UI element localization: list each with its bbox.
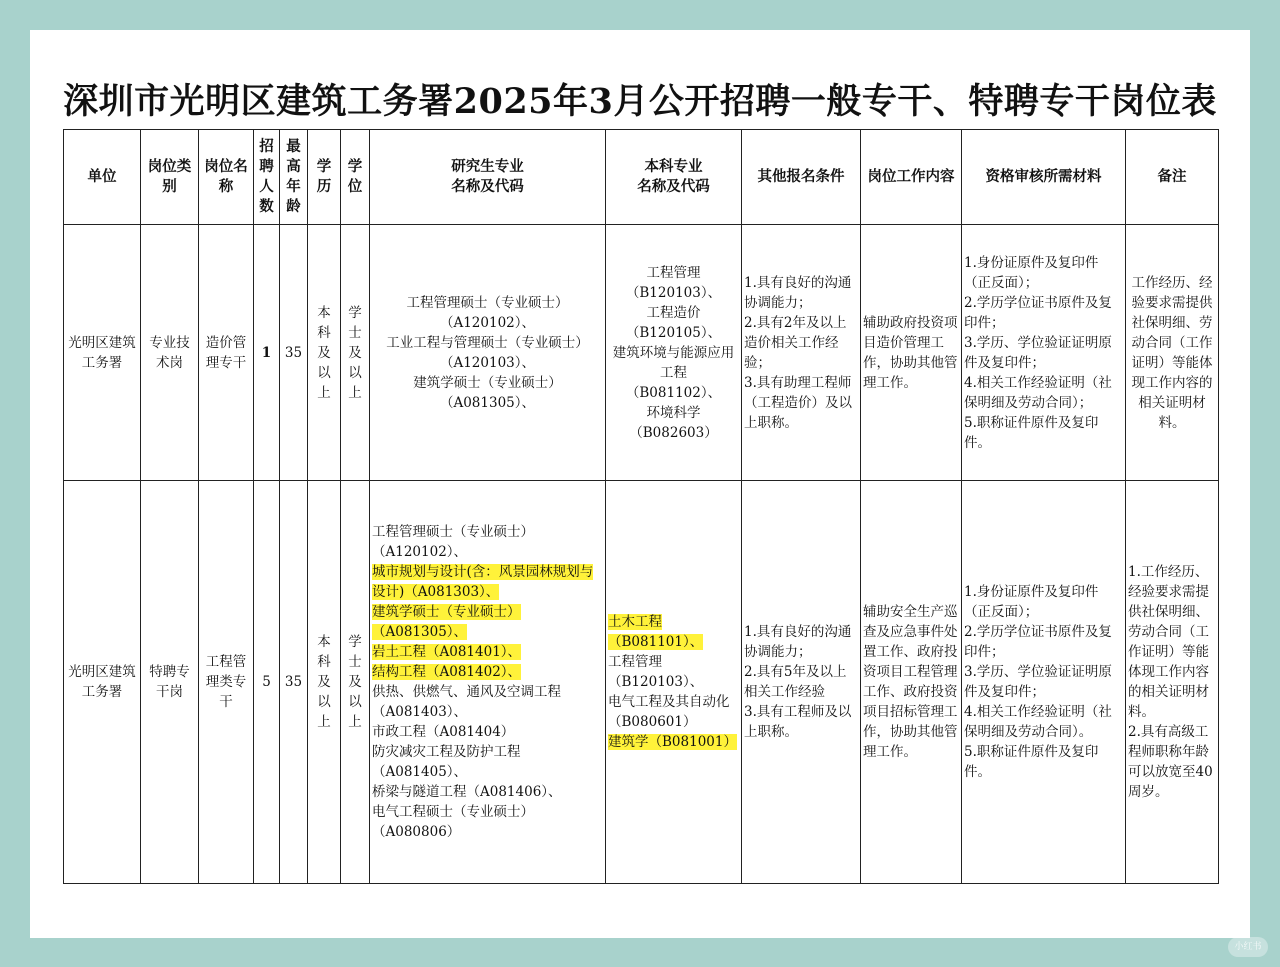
- header-count-text: 招聘人数: [259, 138, 274, 215]
- cell-degree: [341, 481, 370, 884]
- cell-materials: 1.身份证原件及复印件（正反面）； 2.学历学位证书原件及复印件； 3.学历、学位验证证明原件及复印件； 4.相关工作经验证明（社保明细及劳动合同）。 5.职称证件原件及复印件。: [962, 481, 1126, 884]
- cell-count: 5: [254, 481, 280, 884]
- cell-duty: 辅助政府投资项目造价管理工作，协助其他管理工作。: [861, 225, 962, 481]
- header-degree: [341, 130, 370, 225]
- ug-major-line: 电气工程及其自动化（B080601）: [608, 694, 730, 730]
- grad-major-line: 电气工程硕士（专业硕士）: [372, 804, 534, 820]
- cell-position: 造价管理专干: [199, 225, 254, 481]
- grad-major-line: 桥梁与隧道工程（A081406）、: [372, 784, 562, 800]
- grad-major-line: 市政工程（A081404）: [372, 724, 515, 740]
- ug-major-line-highlighted: 土木工程: [608, 614, 662, 630]
- cell-category: 特聘专干岗: [141, 481, 199, 884]
- header-age-text: 最高年龄: [286, 138, 301, 215]
- grad-major-line: 工程管理硕士（专业硕士）: [372, 524, 534, 540]
- header-materials: 资格审核所需材料: [962, 130, 1126, 225]
- grad-major-line-highlighted: 结构工程（A081402）、: [372, 664, 522, 680]
- ug-major-line-highlighted: （B081101）、: [608, 634, 704, 650]
- header-category: 岗位类别: [141, 130, 199, 225]
- grad-major-line-highlighted: 岩土工程（A081401）、: [372, 644, 522, 660]
- table-row: [64, 481, 1219, 884]
- header-grad-major: 研究生专业 名称及代码: [370, 130, 606, 225]
- grad-major-line-highlighted: （A081305）、: [372, 624, 468, 640]
- header-other: 其他报名条件: [742, 130, 861, 225]
- cell-duty: 辅助安全生产巡查及应急事件处置工作、政府投资项目工程管理工作、政府投资项目招标管理工作，协助其他管理工作。: [861, 481, 962, 884]
- cell-remark: 1.工作经历、经验要求需提供社保明细、劳动合同（工作证明）等能体现工作内容的相关证明材料。 2.具有高级工程师职称年龄可以放宽至40周岁。: [1126, 481, 1219, 884]
- grad-major-line: 防灾减灾工程及防护工程: [372, 744, 521, 760]
- table-row: [64, 225, 1219, 481]
- grad-major-line: （A080806）: [372, 824, 461, 840]
- cell-ug-major: 工程管理 （B120103）、 工程造价 （B120105）、 建筑环境与能源应用工程 （B081102）、 环境科学 （B082603）: [606, 225, 742, 481]
- header-count: [254, 130, 280, 225]
- header-education: [308, 130, 341, 225]
- cell-position: 工程管理类专干: [199, 481, 254, 884]
- header-age: [280, 130, 308, 225]
- cell-materials: 1.身份证原件及复印件（正反面）； 2.学历学位证书原件及复印件； 3.学历、学位验证证明原件及复印件； 4.相关工作经验证明（社保明细及劳动合同）； 5.职称证件原件及复印件。: [962, 225, 1126, 481]
- header-ug-major: 本科专业 名称及代码: [606, 130, 742, 225]
- cell-count: 1: [254, 225, 280, 481]
- grad-major-line: （A081405）、: [372, 764, 468, 780]
- ug-major-line-highlighted: 建筑学（B081001）: [608, 734, 737, 750]
- cell-category: 专业技术岗: [141, 225, 199, 481]
- header-unit: 单位: [64, 130, 141, 225]
- cell-age: 35: [280, 225, 308, 481]
- cell-degree-text: 学士及以上: [348, 634, 362, 730]
- cell-unit: 光明区建筑工务署: [64, 481, 141, 884]
- cell-education: [308, 481, 341, 884]
- grad-major-line: （A120102）、: [372, 544, 468, 560]
- grad-major-line-highlighted: 城市规划与设计(含：风景园林规划与设计)（A081303）、: [372, 564, 594, 600]
- cell-degree: [341, 225, 370, 481]
- cell-other: 1.具有良好的沟通协调能力； 2.具有2年及以上造价相关工作经验； 3.具有助理工程师（工程造价）及以上职称。: [742, 225, 861, 481]
- cell-grad-major: 工程管理硕士（专业硕士） （A120102）、 工业工程与管理硕士（专业硕士） （A120103）、 建筑学硕士（专业硕士） （A081305）、: [370, 225, 606, 481]
- cell-education-text: 本科及以上: [317, 634, 331, 730]
- header-duty: 岗位工作内容: [861, 130, 962, 225]
- header-position: 岗位名称: [199, 130, 254, 225]
- header-degree-text: 学位: [347, 158, 363, 195]
- positions-table: [63, 129, 1219, 884]
- header-education-text: 学历: [316, 158, 332, 195]
- cell-grad-major: [370, 481, 606, 884]
- cell-ug-major: [606, 481, 742, 884]
- watermark-logo: 小红书: [1228, 937, 1268, 957]
- cell-degree-text: 学士及以上: [348, 304, 362, 401]
- cell-remark: 工作经历、经验要求需提供社保明细、劳动合同（工作证明）等能体现工作内容的相关证明材料。: [1126, 225, 1219, 481]
- grad-major-line: 供热、供燃气、通风及空调工程（A081403）、: [372, 684, 561, 720]
- header-row: [64, 130, 1219, 225]
- cell-unit: 光明区建筑工务署: [64, 225, 141, 481]
- cell-education-text: 本科及以上: [317, 304, 331, 401]
- cell-other: 1.具有良好的沟通协调能力； 2.具有5年及以上相关工作经验 3.具有工程师及以上职称。: [742, 481, 861, 884]
- page-title: 深圳市光明区建筑工务署2025年3月公开招聘一般专干、特聘专干岗位表: [63, 81, 1217, 122]
- grad-major-line-highlighted: 建筑学硕士（专业硕士）: [372, 604, 521, 620]
- header-remark: 备注: [1126, 130, 1219, 225]
- cell-education: [308, 225, 341, 481]
- ug-major-line: 工程管理: [608, 654, 662, 670]
- cell-age: 35: [280, 481, 308, 884]
- ug-major-line: （B120103）、: [608, 674, 704, 690]
